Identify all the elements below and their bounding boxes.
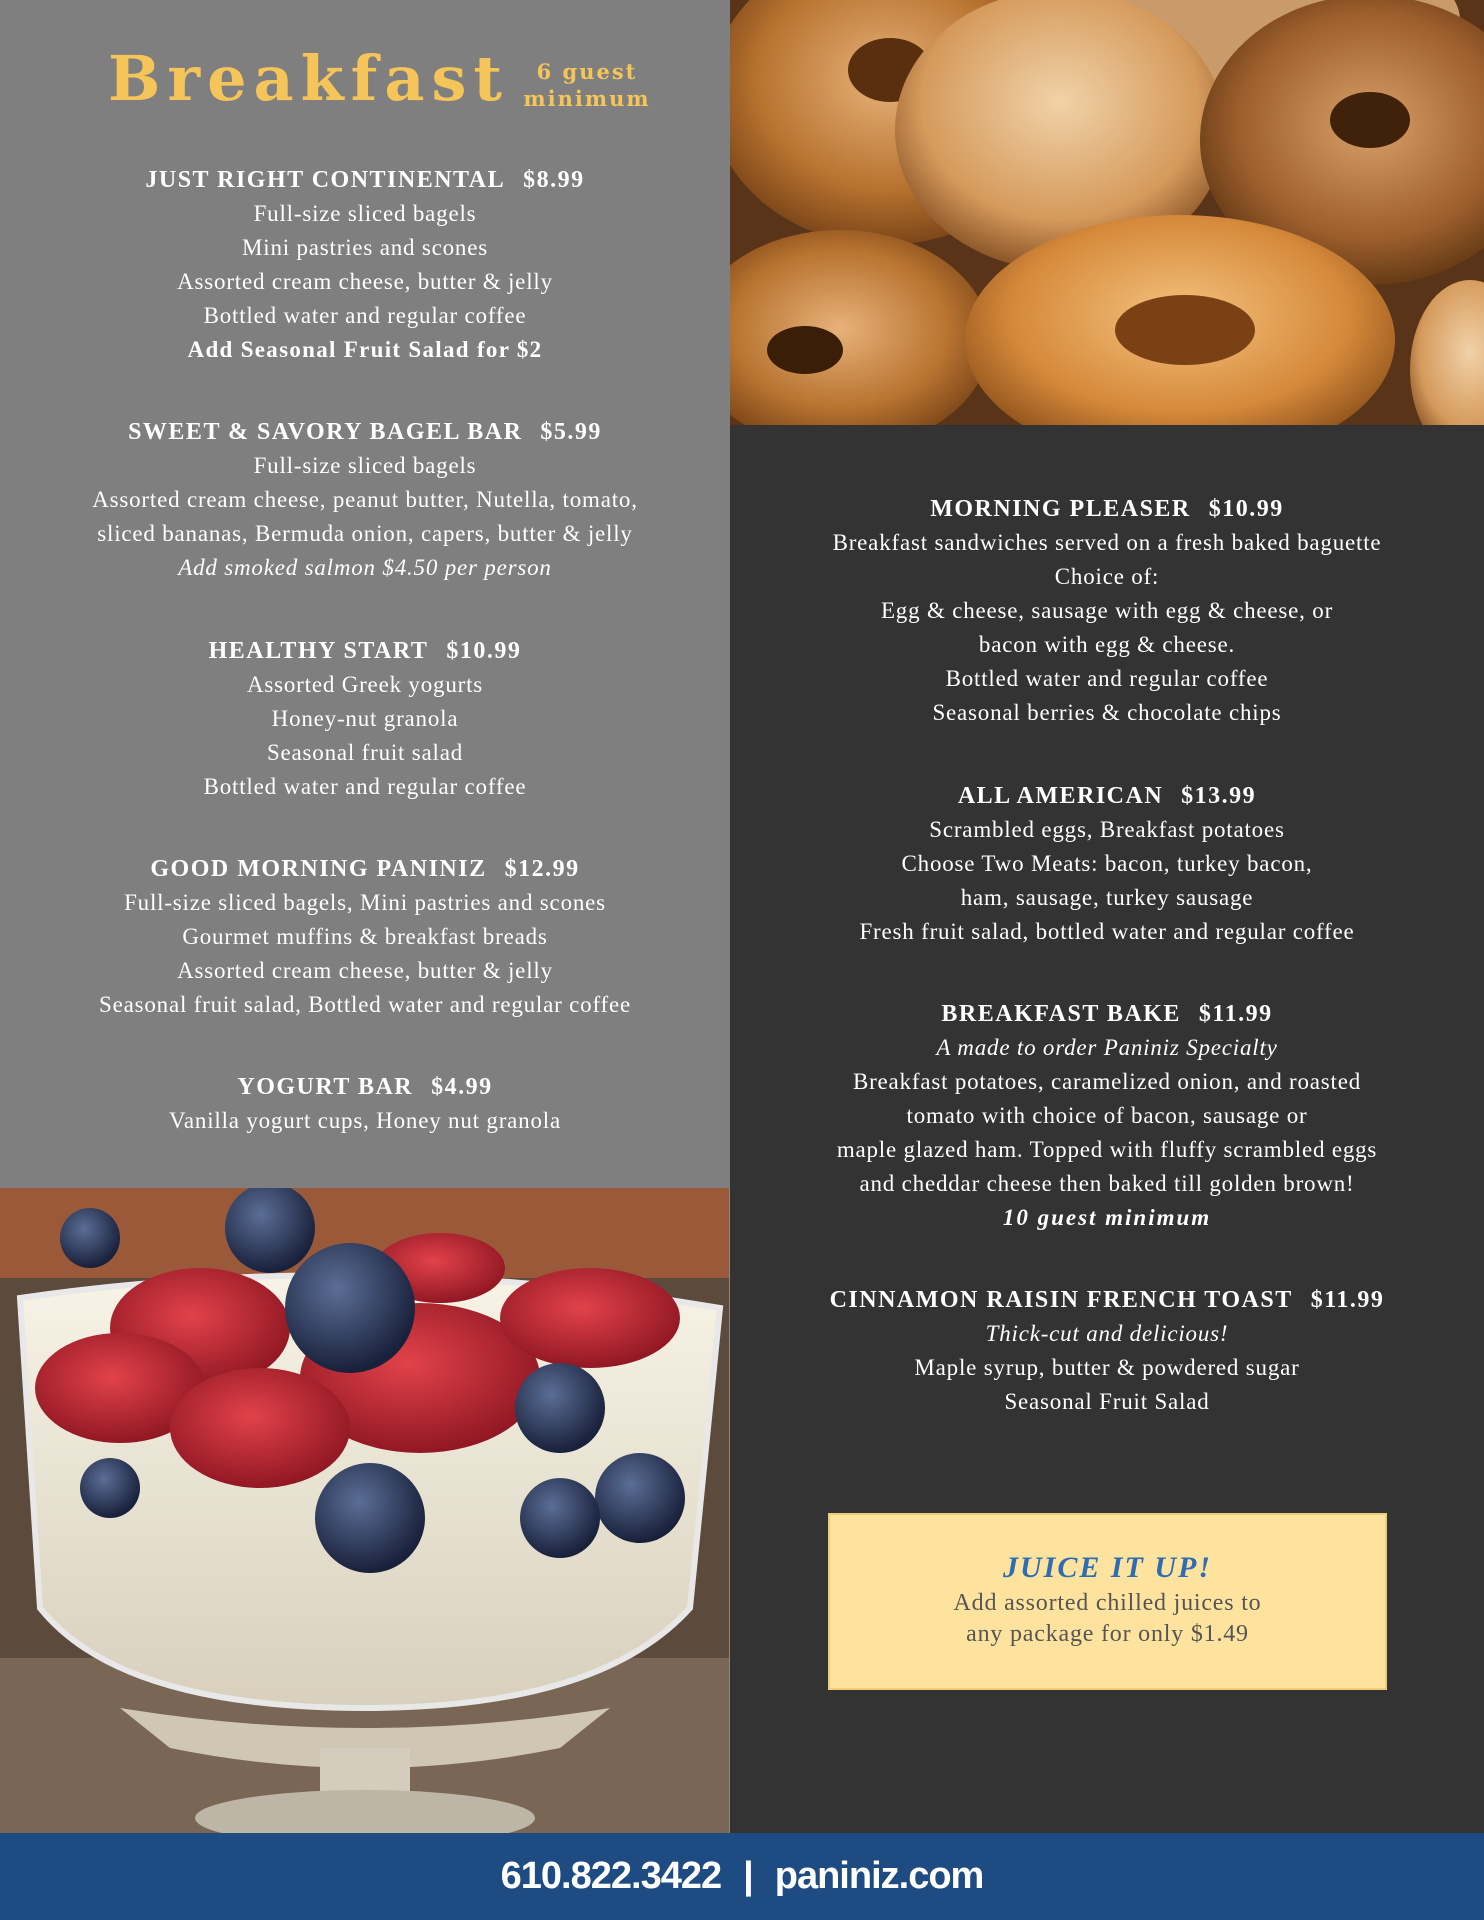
package-price: $12.99 xyxy=(504,856,580,882)
juice-promo-box xyxy=(828,1513,1387,1690)
package-item: Choice of: xyxy=(1054,564,1160,589)
package-item: Seasonal berries & chocolate chips xyxy=(932,700,1282,725)
package-item: Choose Two Meats: bacon, turkey bacon, xyxy=(901,851,1313,876)
package-item: Mini pastries and scones xyxy=(242,235,488,260)
package-name: GOOD MORNING PANINIZ xyxy=(150,856,487,882)
package-price: $8.99 xyxy=(523,167,585,193)
package-item: Fresh fruit salad, bottled water and regular coffee xyxy=(859,919,1355,944)
package-item: Honey-nut granola xyxy=(271,706,459,731)
footer-separator: | xyxy=(743,1855,753,1897)
package-addon: Add smoked salmon $4.50 per person xyxy=(178,555,552,580)
package-heading xyxy=(0,163,730,197)
package-item: Assorted Greek yogurts xyxy=(246,672,484,697)
package-item: Egg & cheese, sausage with egg & cheese, or xyxy=(880,598,1334,623)
package-heading xyxy=(0,1070,730,1104)
package-name: MORNING PLEASER xyxy=(930,496,1191,522)
package-item: Gourmet muffins & breakfast breads xyxy=(182,924,548,949)
package-item: Seasonal fruit salad, Bottled water and regular coffee xyxy=(99,992,631,1017)
package-item: maple glazed ham. Topped with fluffy scrambled eggs xyxy=(836,1137,1378,1162)
package-item: Assorted cream cheese, peanut butter, Nutella, tomato, xyxy=(92,487,638,512)
menu-title: Breakfast xyxy=(108,42,510,115)
package-just-right-continental xyxy=(0,163,730,367)
package-all-american xyxy=(730,779,1484,949)
package-item: Assorted cream cheese, butter & jelly xyxy=(177,269,553,294)
package-tagline: A made to order Paniniz Specialty xyxy=(936,1035,1278,1060)
package-name: CINNAMON RAISIN FRENCH TOAST xyxy=(829,1287,1293,1313)
package-name: BREAKFAST BAKE xyxy=(941,1001,1181,1027)
yogurt-parfait-photo xyxy=(0,1188,730,1833)
package-price: $11.99 xyxy=(1310,1287,1385,1313)
package-item: bacon with egg & cheese. xyxy=(978,632,1236,657)
package-item: sliced bananas, Bermuda onion, capers, butter & jelly xyxy=(97,521,633,546)
package-tagline: Thick-cut and delicious! xyxy=(985,1321,1229,1346)
package-healthy-start xyxy=(0,634,730,804)
promo-title: JUICE IT UP! xyxy=(1002,1551,1213,1584)
footer-contact-bar xyxy=(0,1833,1484,1920)
package-item: Vanilla yogurt cups, Honey nut granola xyxy=(169,1108,561,1133)
package-item: Full-size sliced bagels xyxy=(253,201,477,226)
package-name: HEALTHY START xyxy=(208,638,429,664)
package-item: Full-size sliced bagels, Mini pastries and scones xyxy=(124,890,606,915)
package-item: and cheddar cheese then baked till golden brown! xyxy=(859,1171,1355,1196)
package-minimum: 10 guest minimum xyxy=(1002,1205,1212,1230)
package-item: Assorted cream cheese, butter & jelly xyxy=(177,958,553,983)
package-heading xyxy=(0,634,730,668)
package-sweet-savory-bagel-bar xyxy=(0,415,730,585)
package-price: $10.99 xyxy=(446,638,522,664)
package-morning-pleaser xyxy=(730,492,1484,730)
package-price: $11.99 xyxy=(1198,1001,1273,1027)
package-heading xyxy=(730,1283,1484,1317)
package-item: Maple syrup, butter & powdered sugar xyxy=(914,1355,1300,1380)
package-item: Seasonal Fruit Salad xyxy=(1004,1389,1210,1414)
menu-header xyxy=(0,38,730,128)
package-heading xyxy=(730,997,1484,1031)
package-name: YOGURT BAR xyxy=(237,1074,414,1100)
package-name: JUST RIGHT CONTINENTAL xyxy=(145,167,506,193)
package-price: $5.99 xyxy=(540,419,602,445)
package-item: Bottled water and regular coffee xyxy=(203,303,527,328)
package-name: ALL AMERICAN xyxy=(957,783,1164,809)
left-menu-panel xyxy=(0,0,730,1188)
website-link[interactable]: paniniz.com xyxy=(774,1855,984,1897)
package-price: $4.99 xyxy=(431,1074,493,1100)
bagels-photo xyxy=(730,0,1484,425)
package-heading xyxy=(730,492,1484,526)
package-item: Full-size sliced bagels xyxy=(253,453,477,478)
package-item: Breakfast potatoes, caramelized onion, and roasted xyxy=(852,1069,1362,1094)
package-breakfast-bake xyxy=(730,997,1484,1235)
package-price: $13.99 xyxy=(1181,783,1257,809)
package-addon: Add Seasonal Fruit Salad for $2 xyxy=(187,337,543,362)
package-item: Bottled water and regular coffee xyxy=(203,774,527,799)
phone-number[interactable]: 610.822.3422 xyxy=(500,1855,722,1897)
package-good-morning-paniniz xyxy=(0,852,730,1022)
package-cinnamon-raisin-french-toast xyxy=(730,1283,1484,1419)
package-heading xyxy=(730,779,1484,813)
package-item: ham, sausage, turkey sausage xyxy=(960,885,1254,910)
package-name: SWEET & SAVORY BAGEL BAR xyxy=(128,419,523,445)
package-price: $10.99 xyxy=(1208,496,1284,522)
package-item: Bottled water and regular coffee xyxy=(945,666,1269,691)
package-item: Breakfast sandwiches served on a fresh baked baguette xyxy=(832,530,1382,555)
package-item: Scrambled eggs, Breakfast potatoes xyxy=(929,817,1285,842)
package-item: tomato with choice of bacon, sausage or xyxy=(906,1103,1308,1128)
package-heading xyxy=(0,415,730,449)
promo-line: Add assorted chilled juices to xyxy=(953,1590,1262,1616)
package-yogurt-bar xyxy=(0,1070,730,1138)
package-item: Seasonal fruit salad xyxy=(266,740,464,765)
guest-minimum-note: 6 guest minimum xyxy=(523,59,651,111)
package-heading xyxy=(0,852,730,886)
promo-line: any package for only $1.49 xyxy=(966,1621,1249,1647)
